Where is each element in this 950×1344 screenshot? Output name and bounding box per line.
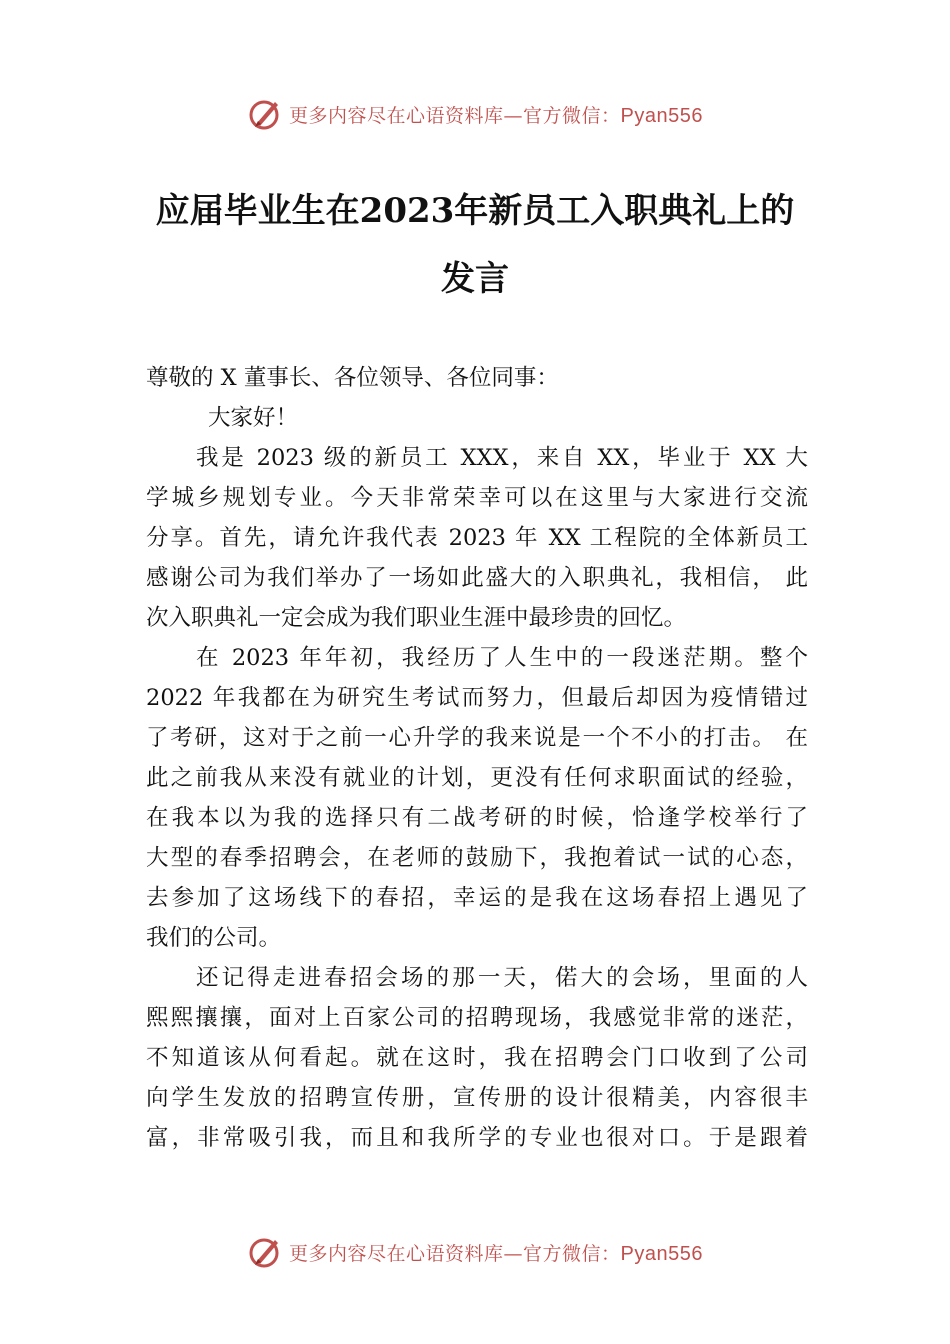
body-line: 不知道该从何看起。就在这时，我在招聘会门口收到了公司 [146,1045,808,1071]
footer-watermark [0,1232,950,1272]
wechat-id: Pyan556 [620,104,703,127]
body-line: 次入职典礼一定会成为我们职业生涯中最珍贵的回忆。 [146,605,687,631]
salutation: 尊敬的 X 董事长、各位领导、各位同事： [146,365,559,391]
body-line: 2022 年我都在为研究生考试而努力，但最后却因为疫情错过 [146,685,808,711]
document-title-line-2: 发言 [441,259,509,299]
header-watermark [0,94,950,134]
document-title-line-1: 应届毕业生在2023年新员工入职典礼上的 [155,191,795,231]
body-line: 学城乡规划专业。今天非常荣幸可以在这里与大家进行交流 [146,485,808,511]
quill-pen-logo-icon [247,1234,283,1270]
quill-pen-logo-icon [247,96,283,132]
document-body [146,358,808,1158]
watermark-text: 更多内容尽在心语资料库—官方微信：Pyan556 [289,1242,703,1265]
body-line: 还记得走进春招会场的那一天，偌大的会场，里面的人 [196,965,808,991]
body-line: 在 2023 年年初，我经历了人生中的一段迷茫期。整个 [196,645,808,671]
body-line: 此之前我从来没有就业的计划，更没有任何求职面试的经验， [146,765,808,791]
body-line: 了考研，这对于之前一心升学的我来说是一个不小的打击。 在 [146,725,808,751]
body-line: 熙熙攘攘，面对上百家公司的招聘现场，我感觉非常的迷茫， [146,1005,808,1031]
watermark-text: 更多内容尽在心语资料库—官方微信：Pyan556 [289,104,703,127]
body-line: 感谢公司为我们举办了一场如此盛大的入职典礼，我相信， 此 [146,565,808,591]
body-line: 在我本以为我的选择只有二战考研的时候，恰逢学校举行了 [146,805,808,831]
body-line: 大型的春季招聘会，在老师的鼓励下，我抱着试一试的心态， [146,845,808,871]
body-line: 去参加了这场线下的春招，幸运的是我在这场春招上遇见了 [146,885,808,911]
body-line: 分享。首先，请允许我代表 2023 年 XX 工程院的全体新员工 [146,525,808,551]
body-line: 富，非常吸引我，而且和我所学的专业也很对口。于是跟着 [146,1125,808,1151]
body-line: 我们的公司。 [146,925,282,951]
greeting: 大家好！ [208,405,299,431]
body-line: 向学生发放的招聘宣传册，宣传册的设计很精美，内容很丰 [146,1085,808,1111]
wechat-id: Pyan556 [620,1242,703,1265]
body-line: 我是 2023 级的新员工 XXX，来自 XX，毕业于 XX 大 [196,445,808,471]
